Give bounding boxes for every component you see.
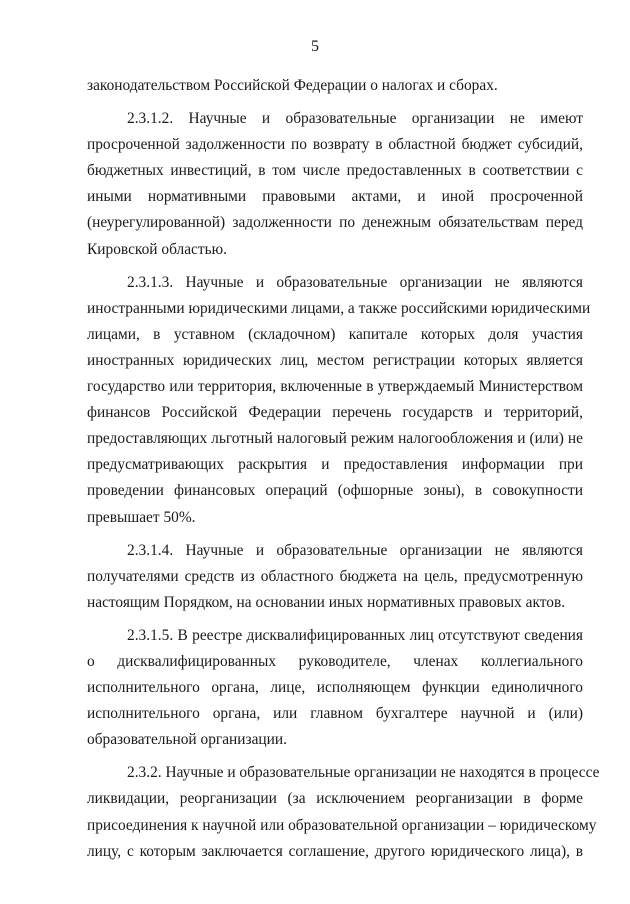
paragraph-gap — [87, 99, 583, 106]
text-line: о дисквалифицированных руководителе, членах коллегиального — [87, 652, 583, 670]
document-body — [87, 73, 600, 865]
paragraph-p2 — [87, 270, 591, 531]
text-line: просроченной задолженности по возврату в областной бюджет субсидий, — [87, 136, 583, 154]
text-line: 2.3.2. Научные и образовательные организации не находятся в процессе — [127, 764, 600, 782]
text-line: исполнительного органа, лице, исполняющем функции единоличного — [87, 679, 583, 697]
paragraph-gap — [87, 616, 583, 623]
text-line: ликвидации, реорганизации (за исключением реорганизации в форме — [87, 790, 583, 808]
text-line: образовательной организации. — [87, 731, 287, 749]
text-line: получателями средств из областного бюджета на цель, предусмотренную — [87, 567, 583, 585]
paragraph-p5 — [87, 760, 600, 864]
text-line: иностранными юридическими лицами, а также российскими юридическими — [87, 299, 591, 317]
paragraph-p4 — [87, 623, 583, 753]
text-line: Кировской областью. — [87, 240, 227, 258]
text-line: (неурегулированной) задолженности по денежным обязательствам перед — [87, 214, 583, 232]
text-line: лицами, в уставном (складочном) капитале которых доля участия — [87, 325, 583, 343]
text-line: проведении финансовых операций (офшорные зоны), в совокупности — [87, 482, 583, 500]
text-line: настоящим Порядком, на основании иных нормативных правовых актов. — [87, 593, 566, 611]
paragraph-gap — [87, 531, 583, 538]
text-line: исполнительного органа, или главном бухгалтере научной и (или) — [87, 705, 583, 723]
paragraph-p3 — [87, 538, 583, 616]
paragraph-p0 — [87, 73, 583, 99]
text-line: 2.3.1.2. Научные и образовательные организации не имеют — [127, 110, 583, 128]
text-line: финансов Российской Федерации перечень государств и территорий, — [87, 404, 583, 422]
paragraph-gap — [87, 263, 583, 270]
text-line: 2.3.1.5. В реестре дисквалифицированных лиц отсутствуют сведения — [127, 626, 583, 644]
text-line: государство или территория, включенные в утверждаемый Министерством — [87, 378, 583, 396]
text-line: предоставляющих льготный налоговый режим налогообложения и (или) не — [87, 430, 583, 448]
text-line: иными нормативными правовыми актами, и иной просроченной — [87, 188, 583, 206]
text-line: превышает 50%. — [87, 508, 196, 526]
text-line: 2.3.1.3. Научные и образовательные организации не являются — [127, 273, 583, 291]
text-line: присоединения к научной или образовательной организации – юридическому — [87, 816, 597, 834]
paragraph-gap — [87, 753, 583, 760]
text-line: лицу, с которым заключается соглашение, другого юридического лица), в — [87, 842, 583, 860]
text-line: иностранных юридических лиц, местом регистрации которых является — [87, 351, 583, 369]
text-line: бюджетных инвестиций, в том числе предоставленных в соответствии с — [87, 162, 583, 180]
text-line: 2.3.1.4. Научные и образовательные организации не являются — [127, 541, 583, 559]
paragraph-p1 — [87, 106, 583, 263]
text-line: предусматривающих раскрытия и предоставления информации при — [87, 456, 583, 474]
page-number: 5 — [311, 38, 319, 55]
text-line: законодательством Российской Федерации о налогах и сборах. — [87, 77, 498, 94]
